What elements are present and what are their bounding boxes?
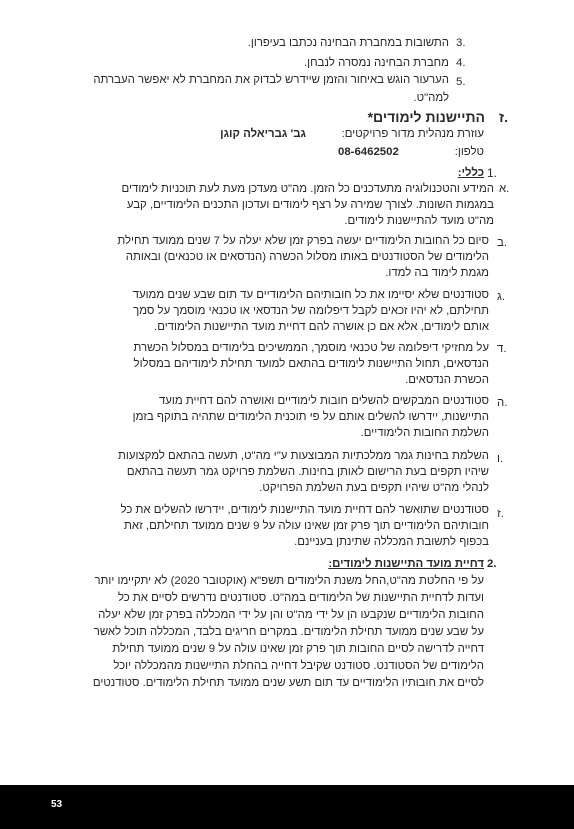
section-title: התיישנות לימודים* — [367, 109, 485, 125]
item-text: התיישנות, יידרשו להשלים אותם על פי תוכנית הלימודים שתהיה בתוקף בזמן — [132, 411, 489, 423]
subsection-number: 2. — [487, 558, 497, 570]
item-text: הלימודים של הסטודנטים באותו מסלול הכשרה (הנדסאים או טכנאים) ובאותה — [125, 251, 489, 263]
list-item-text: למה"ט. — [413, 92, 449, 104]
item-text: הנדסאים, תחול התיישנות לימודים בהתאם למועד תחילת לימודיהם במסלול — [133, 358, 489, 370]
section-letter: ז. — [499, 109, 509, 125]
subsection-title: דחיית מועד התיישנות לימודים: — [328, 558, 484, 570]
item-text: המידע והטכנולוגיה מתעדכנים כל הזמן. מה"ט מעדכן מעת לעת תוכניות לימודים — [121, 183, 494, 195]
item-text: שיהיו תקפים בעת הרישום לאותן בחינות. השלמת פרויקט גמר תעשה בהתאם — [126, 466, 489, 478]
paragraph-line: על פי החלטת מה"ט,החל משנת הלימודים תשפ"א (אוקטובר 2020) לא יתקיימו יותר — [94, 575, 484, 587]
item-text: תחילתם, לא יהיו זכאים לקבל דיפלומה של הנדסאי או טכנאי מוסמך על סמך — [133, 305, 489, 317]
page-number: 53 — [51, 799, 63, 810]
paragraph-line: ועדות לדחיית התיישנות של הלימודים במה"ט. סטודנטים נדרשים לסיים את כל — [117, 592, 484, 604]
phone-label: טלפון: — [454, 146, 484, 158]
item-text: סטודנטים שתואשר להם דחיית מועד התיישנות לימודים, יידרשו להשלים את כל — [120, 504, 489, 516]
item-marker: ו. — [497, 453, 504, 465]
list-number: 3. — [456, 37, 466, 49]
item-text: סטודנטים שלא יסיימו את כל חובותיהם הלימודיים עד תום שבע שנים ממועד — [132, 289, 489, 301]
phone-number: 08-6462502 — [338, 146, 399, 158]
item-marker: ה. — [497, 397, 508, 409]
contact-role: עוזרת מנהלית מדור פרויקטים: — [341, 128, 484, 140]
item-text: השלמת החובות הלימודיים. — [360, 427, 489, 439]
item-text: מגמת לימוד בה למדו. — [385, 267, 489, 279]
item-marker: ב. — [497, 237, 507, 249]
paragraph-line: החובות הלימודיים שנקבעו הן על ידי מה"ט והן על ידי המכללה בפרק זמן שלא יעלה — [98, 609, 484, 621]
item-text: אותם לימודים, אלא אם כן אושרה להם דחיית מועד התיישנות הלימודים. — [154, 321, 489, 333]
item-marker: ז. — [497, 508, 504, 520]
item-marker: א. — [499, 183, 510, 195]
paragraph-line: לסיים את חובותיו הלימודיים עד תום תשע שנים ממועד תחילת הלימודים. סטודנטים — [92, 677, 484, 689]
item-text: במגמות השונות. לצורך שמירה על רצף לימודים ועדכון התכנים הלימודיים, קבע — [126, 199, 494, 211]
list-item-text: מחברת הבחינה נמסרה לנבחן. — [304, 57, 449, 69]
subsection-number: 1. — [487, 166, 498, 180]
subsection-title: כללי: — [457, 167, 484, 179]
item-text: מה"ט מועד להתיישנות לימודים. — [344, 215, 494, 227]
item-text: הכשרת הנדסאים. — [405, 374, 489, 386]
contact-name: גב' גבריאלה קוגן — [220, 128, 306, 140]
item-text: על מחזיקי דיפלומה של טכנאי מוסמך, הממשיכים בלימודים במסלול הכשרת — [133, 342, 489, 354]
item-text: בכפוף לתשובת המכללה שתינתן בעניינם. — [294, 536, 489, 548]
paragraph-line: על שבע שנים ממועד תחילת הלימודים. במקרים חריגים בלבד, המכללה תוכל לאשר — [93, 626, 484, 638]
list-item-text: התשובות במחברת הבחינה נכתבו בעיפרון. — [247, 37, 449, 49]
item-text: סיום כל החובות הלימודיים יעשה בפרק זמן שלא יעלה על 7 שנים ממועד תחילת — [117, 235, 489, 247]
item-text: סטודנטים המבקשים להשלים חובות לימודיים ואושרה להם דחיית מועד — [158, 395, 489, 407]
page-footer — [0, 785, 574, 829]
item-marker: ג. — [497, 291, 505, 303]
list-number: 5. — [456, 76, 466, 88]
item-text: לנהלי מה"ט שיהיו תקפים בעת השלמת הפרויקט. — [259, 482, 489, 494]
paragraph-line: דחייה לדרישה לסיים החובות תוך פרק זמן שאינו עולה על 9 שנים ממועד תחילת — [112, 643, 484, 655]
list-number: 4. — [456, 57, 466, 69]
item-text: חובותיהם הלימודיים תוך פרק זמן שאינו עולה על 9 שנים ממועד תחילתם, זאת — [124, 520, 489, 532]
item-marker: ד. — [497, 343, 507, 355]
item-text: השלמת בחינות גמר ממלכתיות המבוצעות ע"י מה"ט, תעשה בהתאם למקצועות — [117, 450, 489, 462]
paragraph-line: הלימודים של הסטודנט. סטודנט שקיבל דחייה בהחלת התיישנות מהמכללה יוכל — [113, 660, 484, 672]
list-item-text: הערעור הוגש באיחור והזמן שיידרש לבדוק את המחברת לא יאפשר העברתה — [93, 74, 449, 86]
